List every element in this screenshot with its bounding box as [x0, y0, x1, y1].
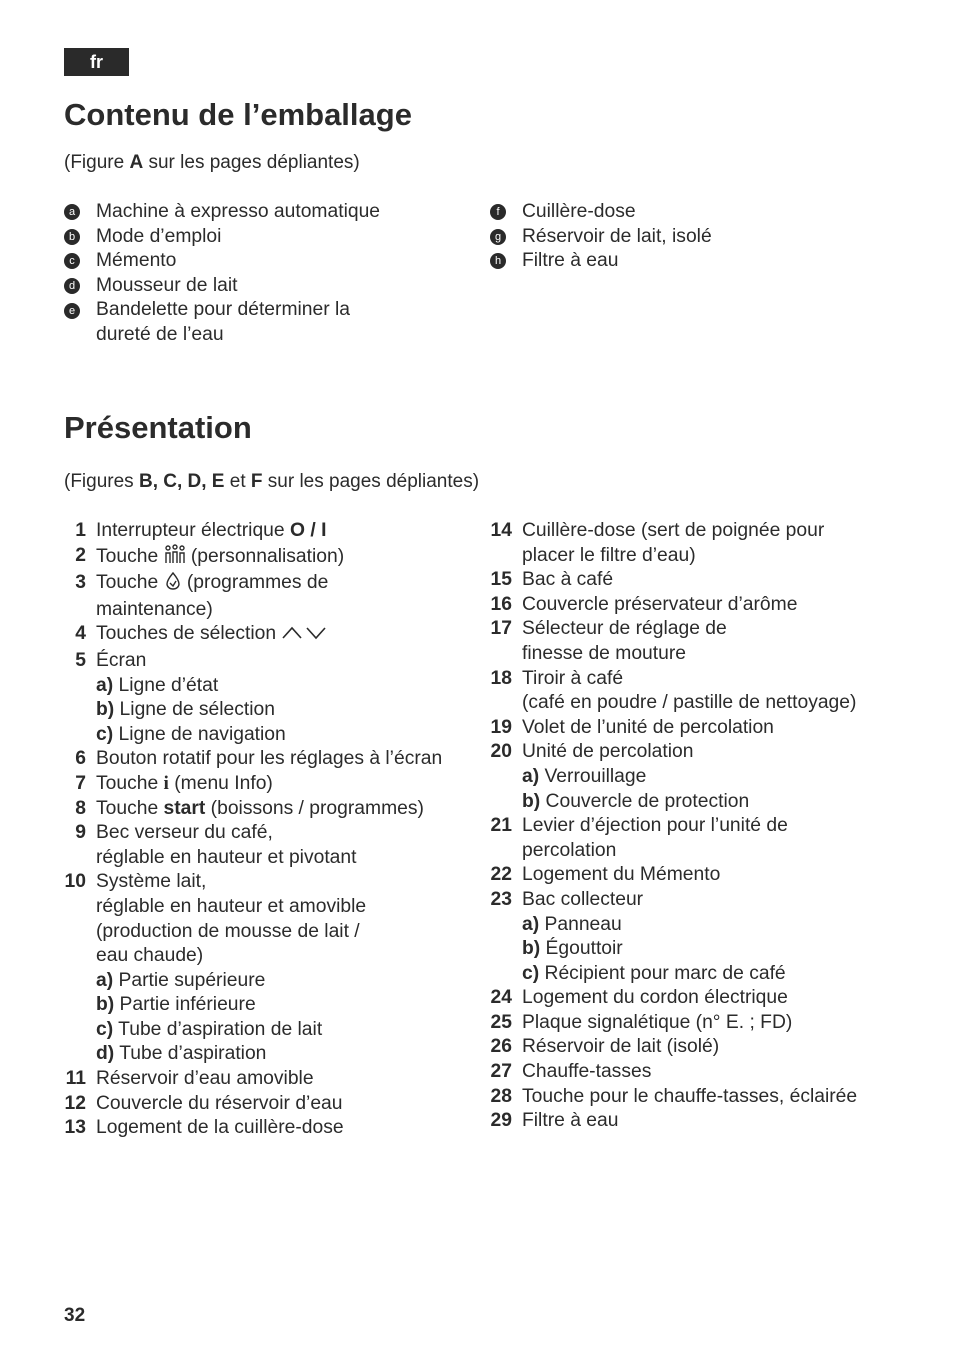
- overview-list-right: [490, 519, 890, 1134]
- list-item: 29 Filtre à eau: [490, 1110, 619, 1132]
- packaging-list-right: [490, 200, 890, 274]
- sub-item: d) Tube d’aspiration: [96, 1043, 267, 1065]
- sub-item: b) Couvercle de protection: [522, 790, 750, 812]
- letter-badge: d: [64, 278, 80, 294]
- list-item: 25 Plaque signalétique (n° E. ; FD): [490, 1011, 793, 1033]
- list-item: 17 Sélecteur de réglage de: [490, 618, 727, 640]
- letter-badge: a: [64, 204, 80, 220]
- personalisation-icon: [164, 544, 186, 572]
- sub-item: a) Partie supérieure: [96, 969, 266, 991]
- sub-item: a) Ligne d’état: [96, 674, 219, 696]
- letter-badge: b: [64, 229, 80, 245]
- list-item: 4 Touches de sélection: [64, 622, 474, 649]
- sub-item: c) Récipient pour marc de café: [522, 962, 786, 984]
- list-item: 8 Touche start (boissons / programmes): [75, 797, 424, 819]
- language-tag: fr: [64, 48, 129, 76]
- sub-item: a) Verrouillage: [522, 765, 647, 787]
- sub-item: b) Partie inférieure: [96, 994, 256, 1016]
- list-item-continuation: maintenance): [96, 598, 213, 620]
- list-item: 18 Tiroir à café: [490, 667, 624, 689]
- list-item: 23 Bac collecteur: [490, 888, 644, 910]
- list-item: 14 Cuillère-dose (sert de poignée pour: [490, 520, 825, 541]
- overview-heading: Présentation: [64, 410, 252, 445]
- sub-item: b) Ligne de sélection: [96, 699, 275, 721]
- list-item: e Bandelette pour déterminer la: [64, 298, 444, 323]
- maintenance-icon: [164, 572, 182, 598]
- selection-arrows-icon: [281, 624, 327, 649]
- packaging-contents-heading: Contenu de l’emballage: [64, 97, 412, 132]
- list-item: 2 Touche (personnalisation): [64, 544, 474, 572]
- letter-badge: c: [64, 253, 80, 269]
- list-item: 16 Couvercle préservateur d’arôme: [490, 593, 798, 615]
- list-item: 24 Logement du cordon électrique: [490, 987, 788, 1009]
- list-item: 19 Volet de l’unité de percolation: [490, 716, 774, 738]
- overview-intro: (Figures B, C, D, E et F sur les pages dépliantes): [64, 471, 480, 492]
- list-item-continuation: percolation: [522, 839, 617, 861]
- list-item-continuation: eau chaude): [96, 945, 204, 967]
- overview-list-left: [64, 519, 474, 1141]
- list-item: 12 Couvercle du réservoir d’eau: [64, 1092, 343, 1114]
- list-item: 11 Réservoir d’eau amovible: [65, 1068, 314, 1090]
- list-item: 10 Système lait,: [64, 871, 207, 893]
- list-item: a Machine à expresso automatique: [64, 200, 444, 225]
- list-item-continuation: placer le filtre d’eau): [522, 544, 696, 566]
- list-item-continuation: dureté de l’eau: [96, 323, 224, 345]
- list-item: 27 Chauffe-tasses: [490, 1061, 652, 1083]
- letter-badge: e: [64, 303, 80, 319]
- list-item-continuation: (production de mousse de lait /: [96, 920, 360, 942]
- list-item: 15 Bac à café: [490, 569, 614, 591]
- list-item: c Mémento: [64, 249, 444, 274]
- list-item-continuation: réglable en hauteur et amovible: [96, 895, 367, 917]
- list-item: g Réservoir de lait, isolé: [490, 225, 890, 250]
- letter-badge: f: [490, 204, 506, 220]
- letter-badge: g: [490, 229, 506, 245]
- list-item: 13 Logement de la cuillère-dose: [64, 1117, 344, 1139]
- sub-item: c) Tube d’aspiration de lait: [96, 1018, 323, 1040]
- list-item-continuation: réglable en hauteur et pivotant: [96, 846, 357, 868]
- packaging-intro: (Figure A sur les pages dépliantes): [64, 152, 360, 173]
- list-item: 7 Touche i (menu Info): [75, 772, 273, 794]
- list-item: 6 Bouton rotatif pour les réglages à l’écran: [75, 748, 443, 770]
- list-item: h Filtre à eau: [490, 249, 890, 274]
- list-item: 1 Interrupteur électrique O / I: [75, 520, 327, 541]
- list-item-continuation: finesse de mouture: [522, 642, 686, 664]
- list-item: 22 Logement du Mémento: [490, 864, 721, 886]
- sub-item: b) Égouttoir: [522, 938, 623, 960]
- list-item: 3 Touche (programmes de: [64, 571, 474, 598]
- list-item-continuation: (café en poudre / pastille de nettoyage): [522, 692, 857, 714]
- packaging-list-left: [64, 200, 444, 348]
- list-item: d Mousseur de lait: [64, 274, 444, 299]
- list-item: 20 Unité de percolation: [490, 741, 694, 763]
- list-item: 26 Réservoir de lait (isolé): [490, 1036, 720, 1058]
- list-item: b Mode d’emploi: [64, 225, 444, 250]
- letter-badge: h: [490, 253, 506, 269]
- list-item: 9 Bec verseur du café,: [75, 822, 273, 844]
- page-number: 32: [64, 1305, 86, 1326]
- sub-item: c) Ligne de navigation: [96, 723, 286, 745]
- list-item: 28 Touche pour le chauffe-tasses, éclairée: [490, 1085, 858, 1107]
- sub-item: a) Panneau: [522, 913, 622, 935]
- list-item: 21 Levier d’éjection pour l’unité de: [490, 815, 788, 837]
- list-item: f Cuillère-dose: [490, 200, 890, 225]
- list-item: 5 Écran: [75, 649, 147, 671]
